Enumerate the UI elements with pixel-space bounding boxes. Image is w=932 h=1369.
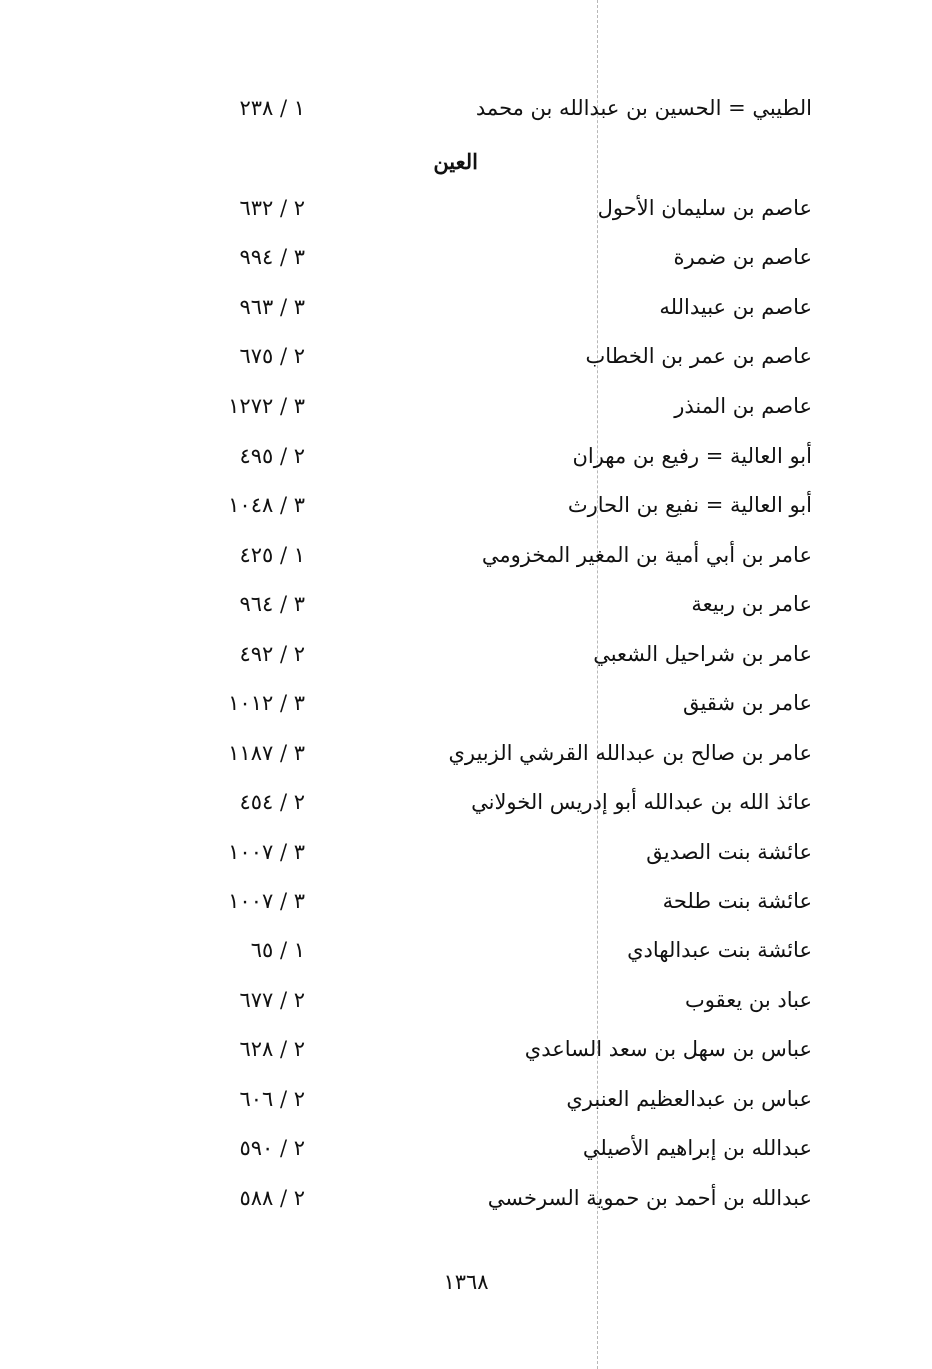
index-entry (180, 485, 812, 525)
entry-name: الطيبي = الحسين بن عبدالله بن محمد (475, 96, 812, 120)
entry-name: عامر بن شقيق (682, 691, 812, 715)
entry-name: عباد بن يعقوب (684, 988, 812, 1012)
entry-name: عامر بن شراحيل الشعبي (593, 642, 812, 666)
entry-reference: ٢ / ٦٧٥ (239, 344, 305, 368)
entry-name: عاصم بن ضمرة (673, 245, 812, 269)
entry-name: عائشة بنت الصديق (646, 840, 812, 864)
section-heading: العين (433, 149, 478, 174)
index-entry (180, 1029, 812, 1069)
entry-reference: ١ / ٢٣٨ (239, 96, 305, 120)
entry-name: عاصم بن المنذر (674, 394, 812, 418)
index-entry (180, 535, 812, 575)
entry-reference: ٣ / ١٠٤٨ (228, 493, 305, 517)
entry-name: عامر بن ربيعة (691, 592, 812, 616)
index-entry (180, 436, 812, 476)
entry-reference: ٣ / ١٢٧٢ (228, 394, 305, 418)
entry-reference: ١ / ٤٢٥ (239, 543, 305, 567)
entry-reference: ٢ / ٥٩٠ (239, 1136, 305, 1160)
entry-name: عاصم بن عمر بن الخطاب (585, 344, 812, 368)
entry-reference: ٢ / ٤٩٢ (239, 642, 305, 666)
index-entry (180, 237, 812, 277)
entry-reference: ٢ / ٦٠٦ (239, 1087, 305, 1111)
entry-name: عامر بن صالح بن عبدالله القرشي الزبيري (448, 741, 812, 765)
index-entry (180, 386, 812, 426)
entry-reference: ٣ / ١٠٠٧ (228, 840, 305, 864)
entry-name: عاصم بن سليمان الأحول (597, 196, 812, 220)
entry-name: عباس بن سهل بن سعد الساعدي (524, 1037, 812, 1061)
entry-reference: ٣ / ٩٦٤ (239, 592, 305, 616)
entry-name: عامر بن أبي أمية بن المغير المخزومي (481, 543, 812, 567)
entry-reference: ٣ / ٩٦٣ (239, 295, 305, 319)
entry-reference: ٣ / ١٠١٢ (228, 691, 305, 715)
entry-reference: ٣ / ٩٩٤ (239, 245, 305, 269)
entry-name: أبو العالية = رفيع بن مهران (572, 444, 812, 468)
entry-reference: ٢ / ٦٣٢ (239, 196, 305, 220)
entry-reference: ٢ / ٦٢٨ (239, 1037, 305, 1061)
index-entry (180, 336, 812, 376)
index-entry (180, 980, 812, 1020)
entry-name: عائذ الله بن عبدالله أبو إدريس الخولاني (471, 790, 812, 814)
entry-reference: ٣ / ١١٨٧ (228, 741, 305, 765)
index-entry (180, 930, 812, 970)
entry-name: عائشة بنت طلحة (662, 889, 812, 913)
index-entry (180, 634, 812, 674)
index-entry (180, 683, 812, 723)
entry-name: عائشة بنت عبدالهادي (627, 938, 812, 962)
entry-reference: ٢ / ٤٥٤ (239, 790, 305, 814)
entry-reference: ٢ / ٦٧٧ (239, 988, 305, 1012)
page-number: ١٣٦٨ (443, 1270, 489, 1294)
entry-name: عبدالله بن إبراهيم الأصيلي (582, 1136, 812, 1160)
entry-reference: ١ / ٦٥ (250, 938, 305, 962)
entry-reference: ٢ / ٥٨٨ (239, 1186, 305, 1210)
index-entry (180, 881, 812, 921)
entry-name: أبو العالية = نفيع بن الحارث (567, 493, 812, 517)
index-entry (180, 287, 812, 327)
index-entry (180, 188, 812, 228)
entry-reference: ٣ / ١٠٠٧ (228, 889, 305, 913)
index-entry (180, 1178, 812, 1218)
index-entry (180, 1079, 812, 1119)
index-entry (180, 88, 812, 128)
entry-name: عباس بن عبدالعظيم العنبري (566, 1087, 812, 1111)
entry-name: عبدالله بن أحمد بن حموية السرخسي (487, 1186, 812, 1210)
index-entry (180, 782, 812, 822)
index-entry (180, 733, 812, 773)
index-entry (180, 584, 812, 624)
entry-name: عاصم بن عبيدالله (659, 295, 812, 319)
entry-reference: ٢ / ٤٩٥ (239, 444, 305, 468)
index-entry (180, 1128, 812, 1168)
index-entry (180, 832, 812, 872)
